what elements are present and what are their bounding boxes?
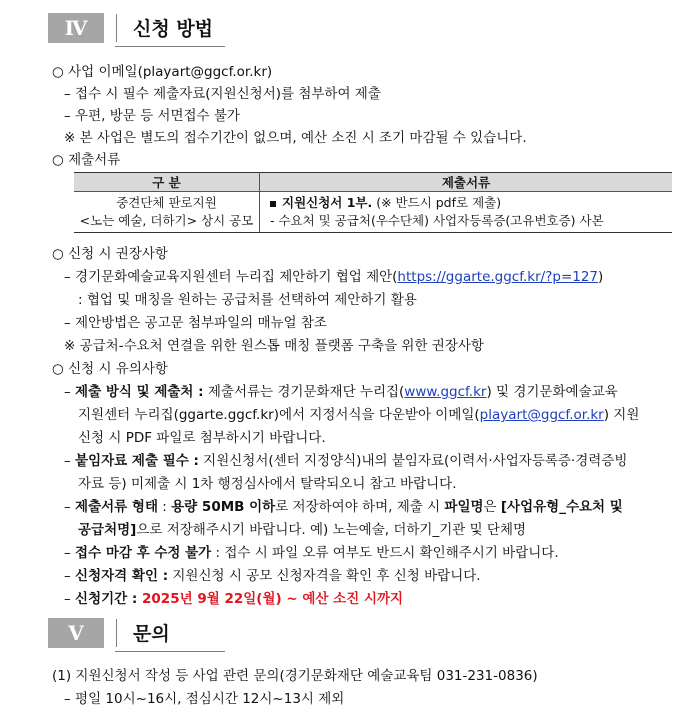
caution-no-edit: – 접수 마감 후 수정 불가 : 접수 시 파일 오류 여부도 반드시 확인해주시기 바랍니다. [64,545,559,561]
table-cell-docs: 지원신청서 1부. (※ 반드시 pdf로 제출) - 수요처 및 공급처(우수단체) 사업자등록증(고유번호증) 사본 [260,192,673,233]
section-4-numeral: Ⅳ [48,13,104,43]
caution-method-cont2: 신청 시 PDF 파일로 첨부하시기 바랍니다. [78,430,326,446]
caution-method: – 제출 방식 및 제출처 : 제출서류는 경기문화재단 누리집(www.ggcf.kr) 및 경기문화예술교육 [64,384,618,400]
table-cell-category: 중견단체 판로지원 <노는 예술, 더하기> 상시 공모 [74,192,260,233]
section-5-numeral: Ⅴ [48,618,104,648]
proposal-link[interactable]: https://ggarte.ggcf.kr/?p=127 [397,269,599,285]
section-4-separator [116,14,117,42]
caution-method-cont: 지원센터 누리집(ggarte.ggcf.kr)에서 지정서식을 다운받아 이메일(playart@ggcf.or.kr) 지원 [78,407,640,423]
square-bullet-icon [270,201,276,207]
section-5-header [48,618,170,648]
inquiry-hours: – 평일 10시~16시, 점심시간 12시~13시 제외 [64,691,345,707]
bullet-no-paper: – 우편, 방문 등 서면접수 불가 [64,108,240,124]
table-row [74,192,672,233]
email-text[interactable]: playart@ggcf.or.kr [142,64,267,80]
caution-eligibility: – 신청자격 확인 : 지원신청 시 공모 신청자격을 확인 후 신청 바랍니다. [64,568,481,584]
bullet-manual: – 제안방법은 공고문 첨부파일의 매뉴얼 참조 [64,315,327,331]
caution-format-cont: 공급처명]으로 저장해주시기 바랍니다. 예) 노는예술, 더하기_기관 및 단체명 [78,522,527,538]
section-5-separator [116,619,117,647]
caution-period: – 신청기간 : 2025년 9월 22일(월) ~ 예산 소진 시까지 [64,591,404,607]
section-4-underline [115,46,225,47]
table-header-docs: 제출서류 [260,173,673,192]
caution-format: – 제출서류 형태 : 용량 50MB 이하로 저장하여야 하며, 제출 시 파일명은 [사업유형_수요처 및 [64,499,623,515]
table-header-category: 구 분 [74,173,260,192]
caution-attachments-cont: 자료 등) 미제출 시 1차 행정심사에서 탈락되오니 참고 바랍니다. [78,476,457,492]
bullet-attach: – 접수 시 필수 제출자료(지원신청서)를 첨부하여 제출 [64,86,381,102]
section-5-underline [115,651,225,652]
caution-attachments: – 붙임자료 제출 필수 : 지원신청서(센터 지정양식)내의 붙임자료(이력서·사업자등록증·경력증빙 [64,453,628,469]
section-4-title: 신청 방법 [133,18,214,40]
submission-table [74,172,672,233]
bullet-proposal: – 경기문화예술교육지원센터 누리집 제안하기 협업 제안(https://ggarte.ggcf.kr/?p=127) [64,269,604,285]
proposal-note: : 협업 및 매칭을 원하는 공급처를 선택하여 제안하기 활용 [78,292,417,308]
docs-heading: ○ 제출서류 [52,152,121,168]
recommend-heading: ○ 신청 시 권장사항 [52,246,168,262]
table-header-row [74,173,672,192]
caution-heading: ○ 신청 시 유의사항 [52,361,168,377]
email-link[interactable]: playart@ggcf.or.kr [479,407,604,423]
email-line: ○ 사업 이메일(playart@ggcf.or.kr) [52,64,273,80]
section-4-header [48,13,213,43]
ggcf-link[interactable]: www.ggcf.kr [404,384,487,400]
note-platform: ※ 공급처-수요처 연결을 위한 원스톱 매칭 플랫폼 구축을 위한 권장사항 [64,338,484,354]
inquiry-line: (1) 지원신청서 작성 등 사업 관련 문의(경기문화재단 예술교육팀 031-231-0836) [52,668,538,684]
section-5-title: 문의 [133,623,170,645]
note-deadline: ※ 본 사업은 별도의 접수기간이 없으며, 예산 소진 시 조기 마감될 수 있습니다. [64,130,527,146]
